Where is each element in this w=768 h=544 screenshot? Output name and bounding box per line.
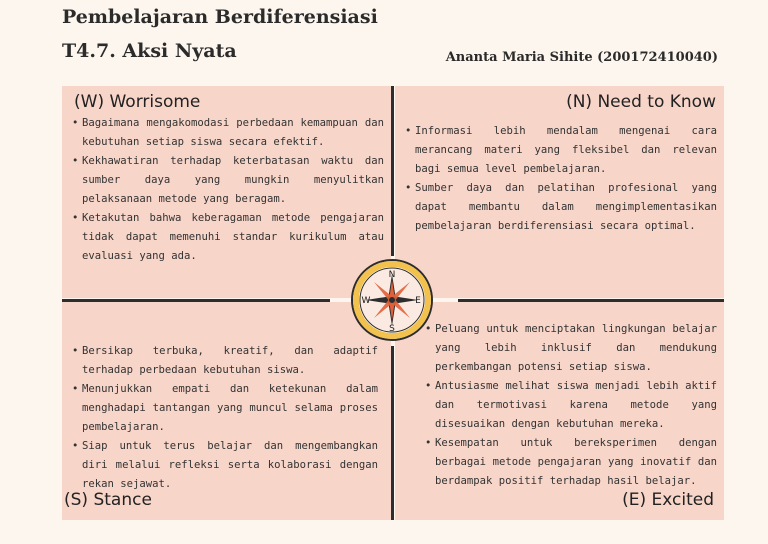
list-item: • Kesempatan untuk bereksperimen dengan berbagai metode pengajaran yang inovatif dan berdampak positif terhadap hasil belajar. <box>425 434 717 491</box>
quadrant-worrisome <box>62 86 391 298</box>
list-item: • Antusiasme melihat siswa menjadi lebih aktif dan termotivasi karena metode yang disesuaikan dengan kebutuhan mereka. <box>425 377 717 434</box>
compass-w-label: W <box>361 296 371 306</box>
stance-list <box>72 342 378 494</box>
compass-s-label: S <box>389 324 395 334</box>
quadrant-stance <box>62 302 391 520</box>
divider-vertical-top <box>391 86 394 256</box>
divider-horizontal-right <box>458 299 724 302</box>
divider-vertical-bottom <box>391 346 394 520</box>
need-to-know-list <box>405 122 717 236</box>
quadrant-title-worrisome: (W) Worrisome <box>74 92 201 112</box>
worrisome-list <box>72 114 384 266</box>
list-item: • Informasi lebih mendalam mengenai cara merancang materi yang fleksibel dan relevan bagi semua level pembelajaran. <box>405 122 717 179</box>
quadrant-need-to-know <box>395 86 724 298</box>
list-item: • Siap untuk terus belajar dan mengembangkan diri melalui refleksi serta kolaborasi dengan rekan sejawat. <box>72 437 378 494</box>
page-subtitle: T4.7. Aksi Nyata <box>62 40 237 62</box>
quadrant-title-need-to-know: (N) Need to Know <box>566 92 716 112</box>
divider-horizontal-left <box>62 299 330 302</box>
list-item: • Peluang untuk menciptakan lingkungan belajar yang lebih inklusif dan mendukung perkembangan potensi setiap siswa. <box>425 320 717 377</box>
page-title: Pembelajaran Berdiferensiasi <box>62 6 378 28</box>
quadrant-title-excited: (E) Excited <box>622 490 714 510</box>
list-item: • Menunjukkan empati dan ketekunan dalam menghadapi tantangan yang muncul selama proses pembelajaran. <box>72 380 378 437</box>
list-item: • Kekhawatiran terhadap keterbatasan waktu dan sumber daya yang mungkin menyulitkan pelaksanaan metode yang beragam. <box>72 152 384 209</box>
compass-n-label: N <box>388 270 396 280</box>
quadrant-title-stance: (S) Stance <box>64 490 152 510</box>
list-item: • Bagaimana mengakomodasi perbedaan kemampuan dan kebutuhan setiap siswa secara efektif. <box>72 114 384 152</box>
list-item: • Sumber daya dan pelatihan profesional yang dapat membantu dalam mengimplementasikan pembelajaran berdiferensiasi secara optimal. <box>405 179 717 236</box>
quadrant-excited <box>395 302 724 520</box>
list-item: • Bersikap terbuka, kreatif, dan adaptif terhadap perbedaan kebutuhan siswa. <box>72 342 378 380</box>
excited-list <box>425 320 717 491</box>
compass-e-label: E <box>415 296 421 306</box>
compass-icon <box>350 258 434 342</box>
list-item: • Ketakutan bahwa keberagaman metode pengajaran tidak dapat memenuhi standar kurikulum atau evaluasi yang ada. <box>72 209 384 266</box>
author-name: Ananta Maria Sihite (200172410040) <box>445 50 718 65</box>
